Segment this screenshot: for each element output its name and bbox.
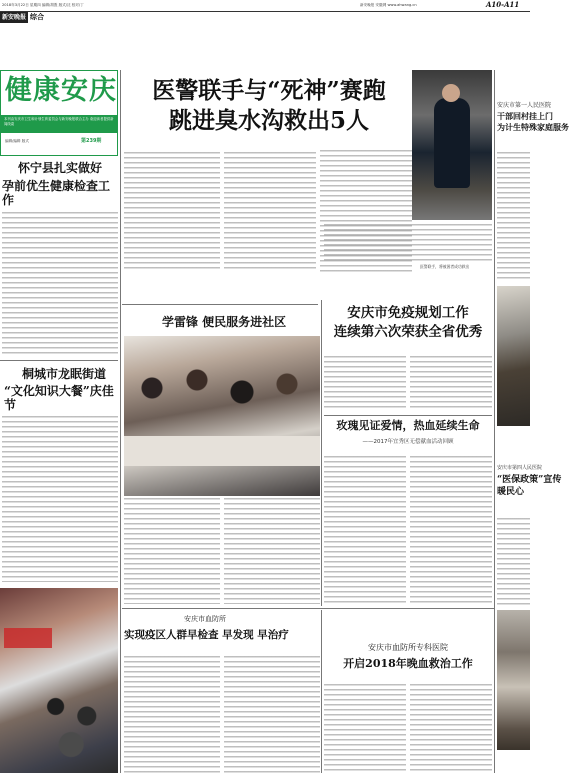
masthead: [0, 0, 530, 12]
tongcheng-body: [2, 416, 118, 582]
divider-mid-v: [321, 300, 322, 606]
police-figure: [434, 98, 470, 188]
police-photo: [412, 70, 492, 220]
column-title: 健康安庆: [5, 75, 117, 106]
masthead-page-ref: A10-A11: [486, 0, 520, 9]
tongcheng-article: [0, 366, 118, 418]
huaining-headline-1: 怀宁县扎实做好: [18, 161, 103, 175]
blood-center-headline: 实现疫区人群早检查 早发现 早治疗: [124, 629, 289, 641]
lead-body-col-2: [224, 152, 316, 272]
first-hospital-article: [497, 100, 569, 150]
tongcheng-headline-2: “文化知识大餐”庆佳节: [4, 384, 114, 412]
fourth-hospital-kicker: 安庆市第四人民医院: [497, 465, 543, 471]
masthead-date: 2018年3月22日 星期四 编辑/胡胜 版式/沈 校对/丁: [2, 3, 84, 7]
police-head: [442, 84, 460, 102]
community-table: [124, 436, 320, 466]
masthead-site: 新安晚报 安徽网 www.ahwang.cn: [360, 3, 417, 7]
police-caption: 医警联手，将被困者成功救出: [420, 264, 470, 269]
logo-box: [0, 12, 28, 23]
first-hospital-kicker: 安庆市第一人民医院: [497, 102, 552, 109]
divider-col-2: [494, 70, 495, 773]
huaining-headline-2: 孕前优生健康检查工作: [2, 179, 111, 207]
fourth-hospital-article: [497, 464, 562, 514]
fourth-hospital-body: [497, 518, 530, 606]
blood-center-kicker: 安庆市血防所: [184, 615, 226, 623]
specialty-hospital-headline: 开启2018年晚血救治工作: [343, 657, 473, 670]
lead-body-col-1: [124, 152, 220, 272]
divider-rose: [324, 415, 492, 416]
column-intro-bar: [1, 115, 117, 133]
fourth-hospital-headline-1: “医保政策”宣传: [497, 475, 562, 485]
first-hospital-photo: [497, 286, 530, 426]
rose-body-2: [410, 456, 492, 606]
fourth-hospital-photo: [497, 610, 530, 750]
brand-bar: [0, 12, 530, 23]
specialty-hospital-article: [324, 640, 492, 680]
free-plan-body-2: [410, 356, 492, 410]
photo-banner: [4, 628, 52, 648]
bottom-left-photo: [0, 588, 118, 773]
specialty-hospital-body-1: [324, 684, 406, 773]
issue-number: 第239期: [81, 138, 102, 144]
community-body-2: [224, 498, 320, 604]
specialty-hospital-kicker: 安庆市血防所专科医院: [368, 643, 448, 652]
community-crowd: [134, 356, 314, 436]
lead-headline-1: 医警联手与“死神”赛跑: [152, 77, 386, 104]
specialty-hospital-body-2: [410, 684, 492, 773]
first-hospital-headline-2: 为计生特殊家庭服务: [497, 122, 569, 133]
column-header: [0, 70, 118, 156]
column-editor: 编辑/编辑 版式: [5, 139, 29, 143]
divider-bottom-v: [321, 610, 322, 773]
community-headline: 学雷锋 便民服务进社区: [162, 315, 287, 329]
photo-crowd: [40, 678, 118, 773]
lead-headline-2: 跳进臭水沟救出5人: [168, 107, 369, 135]
rose-subhead: ——2017年宜秀区无偿献血活动回顾: [362, 438, 454, 445]
divider-col-1: [120, 70, 121, 773]
blood-center-article: [124, 612, 320, 652]
blood-center-body-2: [224, 656, 320, 773]
divider-bottom: [122, 608, 494, 609]
section-label: 综合: [30, 12, 44, 21]
lead-article: [124, 72, 414, 142]
tongcheng-headline-1: 桐城市龙眠街道: [22, 367, 107, 381]
rose-article: [324, 418, 492, 452]
rose-body-1: [324, 456, 406, 606]
rose-headline: 玫瑰见证爱情，热血延续生命: [336, 419, 480, 432]
fourth-hospital-headline-2: 暖民心: [497, 487, 525, 498]
column-intro: 本刊由安庆市卫生和计划生育委员会与新安晚报联合主办 欢迎读者提供新闻线索: [4, 117, 114, 126]
first-hospital-body: [497, 152, 530, 282]
lead-body-col-4: [324, 224, 492, 262]
divider-mid-1: [122, 304, 318, 305]
free-plan-headline-2: 连续第六次荣获全省优秀: [333, 323, 483, 340]
free-plan-headline-1: 安庆市免疫规划工作: [347, 305, 469, 321]
free-plan-article: [324, 300, 492, 356]
community-photo: [124, 336, 320, 496]
logo-text: 新安晚报: [1, 14, 26, 21]
huaining-article: [0, 160, 118, 218]
first-hospital-headline-1: 干部回村挂上门: [497, 111, 553, 121]
divider-left-1: [0, 360, 118, 361]
blood-center-body-1: [124, 656, 220, 773]
community-body-1: [124, 498, 220, 604]
free-plan-body-1: [324, 356, 406, 410]
huaining-body: [2, 212, 118, 357]
